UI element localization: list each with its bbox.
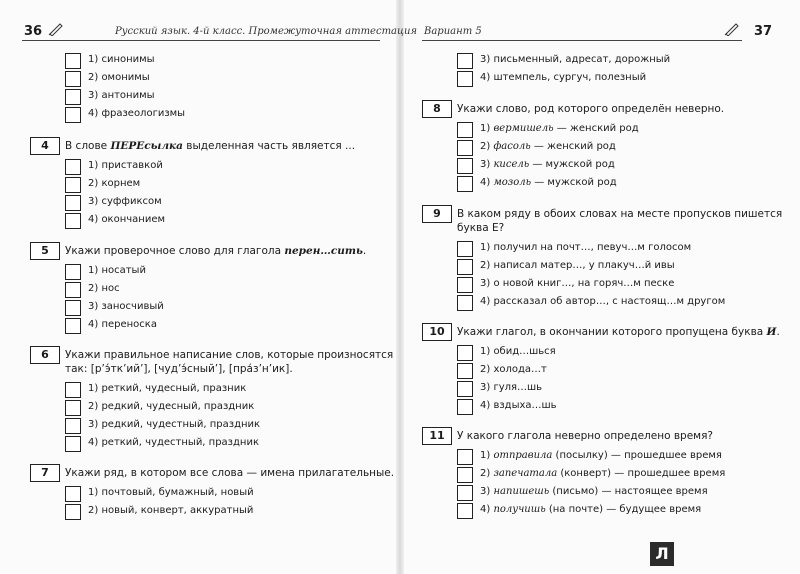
answer-checkbox[interactable] <box>65 486 81 502</box>
answer-checkbox[interactable] <box>65 300 81 316</box>
answer-checkbox[interactable] <box>65 382 81 398</box>
pencil-icon-right <box>724 22 740 36</box>
option-label: 1) отправила (посылку) — прошедшее время <box>480 450 722 461</box>
option-label: 1) приставкой <box>88 160 163 171</box>
option-label: 3) кисель — мужской род <box>480 159 615 170</box>
question-8 <box>422 100 792 188</box>
answer-checkbox[interactable] <box>65 318 81 334</box>
question-11 <box>422 427 792 515</box>
answer-checkbox[interactable] <box>65 159 81 175</box>
question-number: 9 <box>422 205 452 223</box>
option-label: 1) реткий, чудесный, празник <box>88 383 247 394</box>
answer-checkbox[interactable] <box>457 345 473 361</box>
answer-checkbox[interactable] <box>457 449 473 465</box>
option-label: 4) вздыха…шь <box>480 400 557 411</box>
answer-checkbox[interactable] <box>457 381 473 397</box>
right-page <box>402 0 800 574</box>
question-number: 7 <box>30 464 60 482</box>
option-label: 2) написал матер…, у плакуч…й ивы <box>480 260 675 271</box>
answer-checkbox[interactable] <box>457 503 473 519</box>
header-rule-right <box>422 40 742 41</box>
answer-checkbox[interactable] <box>457 71 473 87</box>
question-6 <box>30 346 394 448</box>
option-label: 2) холода…т <box>480 364 547 375</box>
answer-checkbox[interactable] <box>457 259 473 275</box>
option-label: 2) омонимы <box>88 72 150 83</box>
option-label: 2) запечатала (конверт) — прошедшее время <box>480 468 726 479</box>
answer-checkbox[interactable] <box>65 71 81 87</box>
answer-checkbox[interactable] <box>65 264 81 280</box>
option-label: 4) мозоль — мужской род <box>480 177 617 188</box>
answer-checkbox[interactable] <box>457 363 473 379</box>
question-header <box>422 100 792 118</box>
option-label: 1) обид…шься <box>480 346 556 357</box>
answer-checkbox[interactable] <box>457 399 473 415</box>
answer-checkbox[interactable] <box>65 107 81 123</box>
option-label: 4) рассказал об автор…, с настоящ…м другом <box>480 296 726 307</box>
option-label: 3) редкий, чудестный, праздник <box>88 419 261 430</box>
question-header <box>30 346 394 375</box>
answer-checkbox[interactable] <box>457 277 473 293</box>
option-label: 3) о новой книг…, на горяч…м песке <box>480 278 675 289</box>
option-label: 1) почтовый, бумажный, новый <box>88 487 254 498</box>
question-9 <box>422 205 792 307</box>
answer-checkbox[interactable] <box>457 140 473 156</box>
pencil-icon <box>48 22 64 36</box>
option-label: 4) фразеологизмы <box>88 108 186 119</box>
header-rule-left <box>22 40 380 41</box>
answer-checkbox[interactable] <box>65 400 81 416</box>
question-text: В каком ряду в обоих словах на месте пропусков пишется буква Е? <box>457 208 783 234</box>
option-label: 1) синонимы <box>88 54 155 65</box>
question-text: Укажи проверочное слово для глагола перен…сить. <box>65 245 367 257</box>
question-header <box>30 242 390 260</box>
answer-checkbox[interactable] <box>65 53 81 69</box>
question-text: Укажи ряд, в котором все слова — имена прилагательные. <box>65 467 395 479</box>
option-label: 4) получишь (на почте) — будущее время <box>480 504 702 515</box>
option-label: 2) корнем <box>88 178 141 189</box>
question-header <box>422 323 792 341</box>
option-label: 3) напишешь (письмо) — настоящее время <box>480 486 708 497</box>
option-label: 4) штемпель, сургуч, полезный <box>480 72 647 83</box>
question-text: У какого глагола неверно определено время? <box>457 430 713 442</box>
question-number: 11 <box>422 427 452 445</box>
option-label: 3) антонимы <box>88 90 155 101</box>
option-label: 2) новый, конверт, аккуратный <box>88 505 254 516</box>
option-label: 1) получил на почт…, певуч…м голосом <box>480 242 692 253</box>
question-number: 6 <box>30 346 60 364</box>
option-label: 3) заносчивый <box>88 301 164 312</box>
answer-checkbox[interactable] <box>65 195 81 211</box>
option-label: 3) гуля…шь <box>480 382 543 393</box>
option-label: 4) окончанием <box>88 214 166 225</box>
question-7 <box>30 464 395 516</box>
question-4 <box>30 137 390 225</box>
answer-checkbox[interactable] <box>457 241 473 257</box>
option-label: 1) вермишель — женский род <box>480 123 639 134</box>
answer-checkbox[interactable] <box>457 53 473 69</box>
answer-checkbox[interactable] <box>65 177 81 193</box>
question-text: Укажи глагол, в окончании которого пропущена буква И. <box>457 326 780 338</box>
option-label: 3) письменный, адресат, дорожный <box>480 54 671 65</box>
question-text: Укажи слово, род которого определён неверно. <box>457 103 725 115</box>
option-label: 4) переноска <box>88 319 157 330</box>
question-number: 4 <box>30 137 60 155</box>
answer-checkbox[interactable] <box>65 213 81 229</box>
question-header <box>422 205 792 234</box>
question-number: 10 <box>422 323 452 341</box>
answer-checkbox[interactable] <box>65 89 81 105</box>
option-label: 4) реткий, чудестный, праздник <box>88 437 259 448</box>
option-label: 2) редкий, чудесный, праздник <box>88 401 255 412</box>
option-label: 2) нос <box>88 283 120 294</box>
question-5 <box>30 242 390 330</box>
answer-checkbox[interactable] <box>457 485 473 501</box>
answer-checkbox[interactable] <box>65 504 81 520</box>
question-text: В слове ПЕРЕсылка выделенная часть является ... <box>65 140 356 152</box>
option-label: 2) фасоль — женский род <box>480 141 616 152</box>
answer-checkbox[interactable] <box>457 295 473 311</box>
page-header-right: Вариант 5 <box>424 26 482 37</box>
question-header <box>422 427 792 445</box>
option-label: 1) носатый <box>88 265 146 276</box>
question-number: 5 <box>30 242 60 260</box>
question-10 <box>422 323 792 411</box>
answer-checkbox[interactable] <box>457 158 473 174</box>
question-header <box>30 464 395 482</box>
publisher-logo: Л <box>650 542 674 566</box>
page-number-right: 37 <box>754 24 773 39</box>
answer-checkbox[interactable] <box>65 418 81 434</box>
question-number: 8 <box>422 100 452 118</box>
answer-checkbox[interactable] <box>457 467 473 483</box>
question-text: Укажи правильное написание слов, которые произносятся так: [р’э́тк’ий’], [чуд’э́сный’], [пра́з’н’ик]. <box>65 349 394 375</box>
answer-checkbox[interactable] <box>457 122 473 138</box>
answer-checkbox[interactable] <box>65 436 81 452</box>
option-label: 3) суффиксом <box>88 196 162 207</box>
answer-checkbox[interactable] <box>65 282 81 298</box>
answer-checkbox[interactable] <box>457 176 473 192</box>
page-header-left: Русский язык. 4-й класс. Промежуточная аттестация <box>115 26 418 37</box>
question-header <box>30 137 390 155</box>
page-number-left: 36 <box>24 24 43 39</box>
